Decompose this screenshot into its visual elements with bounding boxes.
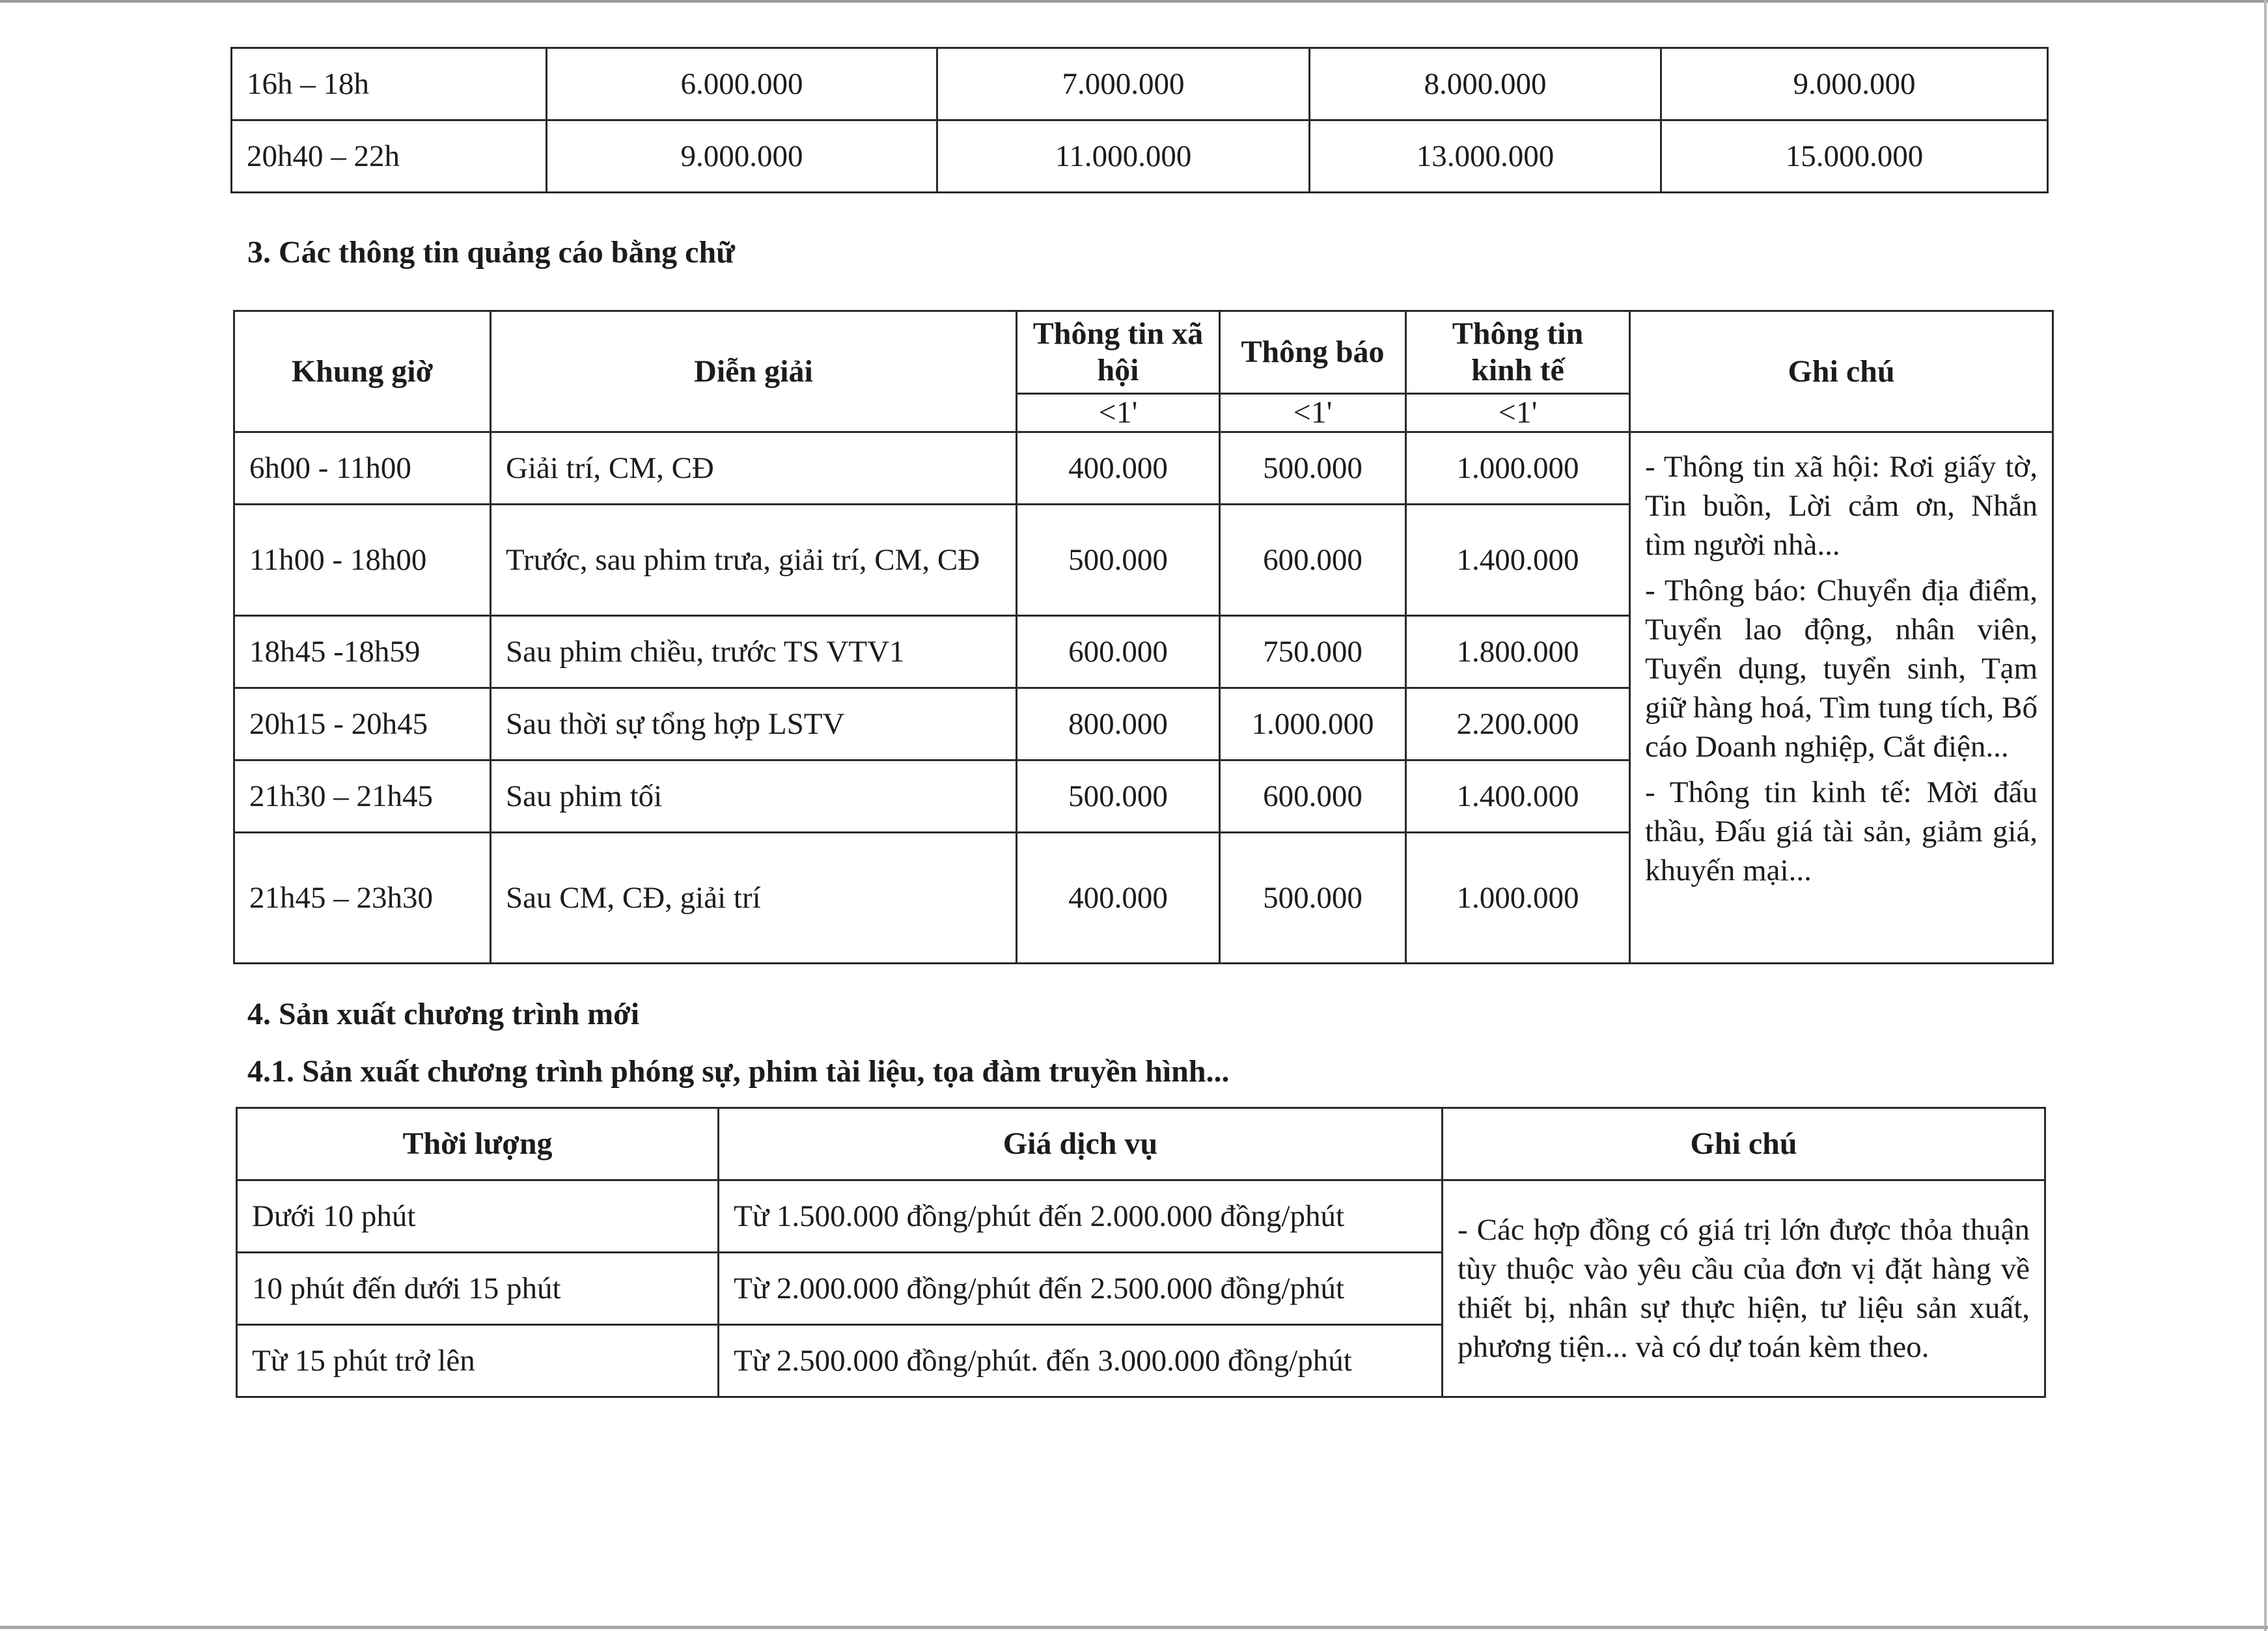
scan-edge-right bbox=[2264, 0, 2267, 1631]
time-slot-cell: 18h45 -18h59 bbox=[234, 616, 491, 688]
description-cell: Sau phim chiều, trước TS VTV1 bbox=[491, 616, 1017, 688]
header-description: Diễn giải bbox=[491, 311, 1017, 432]
description-cell: Sau CM, CĐ, giải trí bbox=[491, 833, 1017, 964]
header-time-slot: Khung giờ bbox=[234, 311, 491, 432]
section-4-heading: 4. Sản xuất chương trình mới bbox=[247, 997, 640, 1031]
note-economic-info: - Thông tin kinh tế: Mời đấu thầu, Đấu giá tài sản, giảm giá, khuyến mại... bbox=[1645, 775, 2038, 887]
table-header-row bbox=[237, 1108, 2045, 1180]
header-note: Ghi chú bbox=[1630, 311, 2053, 432]
price-cell: 400.000 bbox=[1017, 432, 1220, 505]
scan-edge-top bbox=[0, 0, 2268, 3]
header-notice: Thông báo bbox=[1220, 311, 1406, 394]
price-cell: 9.000.000 bbox=[1661, 48, 2048, 120]
header-note: Ghi chú bbox=[1443, 1108, 2045, 1180]
price-cell: 500.000 bbox=[1017, 505, 1220, 616]
price-cell: 6.000.000 bbox=[547, 48, 937, 120]
price-cell: Từ 1.500.000 đồng/phút đến 2.000.000 đồng/phút bbox=[719, 1180, 1443, 1253]
table-header-row bbox=[234, 311, 2053, 394]
price-cell: 750.000 bbox=[1220, 616, 1406, 688]
price-cell: 1.000.000 bbox=[1406, 432, 1630, 505]
price-cell: 11.000.000 bbox=[937, 120, 1310, 193]
price-cell: 500.000 bbox=[1017, 760, 1220, 833]
price-cell: 500.000 bbox=[1220, 833, 1406, 964]
table-row bbox=[237, 1180, 2045, 1253]
duration-cell: Từ 15 phút trở lên bbox=[237, 1325, 719, 1397]
duration-cell: Dưới 10 phút bbox=[237, 1180, 719, 1253]
header-social-info: Thông tin xã hội bbox=[1017, 311, 1220, 394]
price-cell: 7.000.000 bbox=[937, 48, 1310, 120]
price-cell: 1.400.000 bbox=[1406, 505, 1630, 616]
price-cell: 800.000 bbox=[1017, 688, 1220, 760]
price-cell: 9.000.000 bbox=[547, 120, 937, 193]
header-duration: <1' bbox=[1017, 394, 1220, 432]
price-cell: Từ 2.000.000 đồng/phút đến 2.500.000 đồng/phút bbox=[719, 1253, 1443, 1325]
scan-edge-bottom bbox=[0, 1626, 2268, 1629]
note-social-info: - Thông tin xã hội: Rơi giấy tờ, Tin buồn, Lời cảm ơn, Nhắn tìm người nhà... bbox=[1645, 450, 2038, 562]
header-duration: <1' bbox=[1406, 394, 1630, 432]
price-cell: 1.000.000 bbox=[1220, 688, 1406, 760]
table-row bbox=[232, 120, 2048, 193]
time-slot-cell: 16h – 18h bbox=[232, 48, 547, 120]
description-cell: Sau phim tối bbox=[491, 760, 1017, 833]
price-cell: 15.000.000 bbox=[1661, 120, 2048, 193]
duration-cell: 10 phút đến dưới 15 phút bbox=[237, 1253, 719, 1325]
header-economic-info: Thông tin kinh tế bbox=[1406, 311, 1630, 394]
price-cell: 500.000 bbox=[1220, 432, 1406, 505]
price-cell: 8.000.000 bbox=[1310, 48, 1661, 120]
time-slot-cell: 20h40 – 22h bbox=[232, 120, 547, 193]
price-table-continued bbox=[230, 47, 2049, 193]
time-slot-cell: 21h30 – 21h45 bbox=[234, 760, 491, 833]
description-cell: Giải trí, CM, CĐ bbox=[491, 432, 1017, 505]
time-slot-cell: 6h00 - 11h00 bbox=[234, 432, 491, 505]
price-cell: 600.000 bbox=[1017, 616, 1220, 688]
time-slot-cell: 20h15 - 20h45 bbox=[234, 688, 491, 760]
price-cell: 1.000.000 bbox=[1406, 833, 1630, 964]
time-slot-cell: 21h45 – 23h30 bbox=[234, 833, 491, 964]
time-slot-cell: 11h00 - 18h00 bbox=[234, 505, 491, 616]
table-row bbox=[234, 432, 2053, 505]
header-price: Giá dịch vụ bbox=[719, 1108, 1443, 1180]
description-cell: Trước, sau phim trưa, giải trí, CM, CĐ bbox=[491, 505, 1017, 616]
price-cell: 600.000 bbox=[1220, 505, 1406, 616]
note-notice: - Thông báo: Chuyển địa điểm, Tuyển lao động, nhân viên, Tuyển dụng, tuyển sinh, Tạm giữ hàng hoá, Tìm tung tích, Bố cáo Doanh nghiệp, Cắt điện... bbox=[1645, 574, 2038, 764]
price-cell: 1.400.000 bbox=[1406, 760, 1630, 833]
section-4-1-heading: 4.1. Sản xuất chương trình phóng sự, phim tài liệu, tọa đàm truyền hình... bbox=[247, 1054, 1230, 1089]
header-duration: Thời lượng bbox=[237, 1108, 719, 1180]
note-cell: - Các hợp đồng có giá trị lớn được thỏa thuận tùy thuộc vào yêu cầu của đơn vị đặt hàng về thiết bị, nhân sự thực hiện, tư liệu sản xuất, phương tiện... và có dự toán kèm theo. bbox=[1443, 1180, 2045, 1397]
section-3-heading: 3. Các thông tin quảng cáo bằng chữ bbox=[247, 235, 735, 270]
text-ad-table bbox=[233, 310, 2054, 964]
price-cell: 13.000.000 bbox=[1310, 120, 1661, 193]
production-price-table bbox=[236, 1107, 2046, 1398]
description-cell: Sau thời sự tổng hợp LSTV bbox=[491, 688, 1017, 760]
header-duration: <1' bbox=[1220, 394, 1406, 432]
price-cell: 400.000 bbox=[1017, 833, 1220, 964]
note-cell bbox=[1630, 432, 2053, 964]
price-cell: 1.800.000 bbox=[1406, 616, 1630, 688]
price-cell: Từ 2.500.000 đồng/phút. đến 3.000.000 đồng/phút bbox=[719, 1325, 1443, 1397]
table-row bbox=[232, 48, 2048, 120]
price-cell: 600.000 bbox=[1220, 760, 1406, 833]
price-cell: 2.200.000 bbox=[1406, 688, 1630, 760]
